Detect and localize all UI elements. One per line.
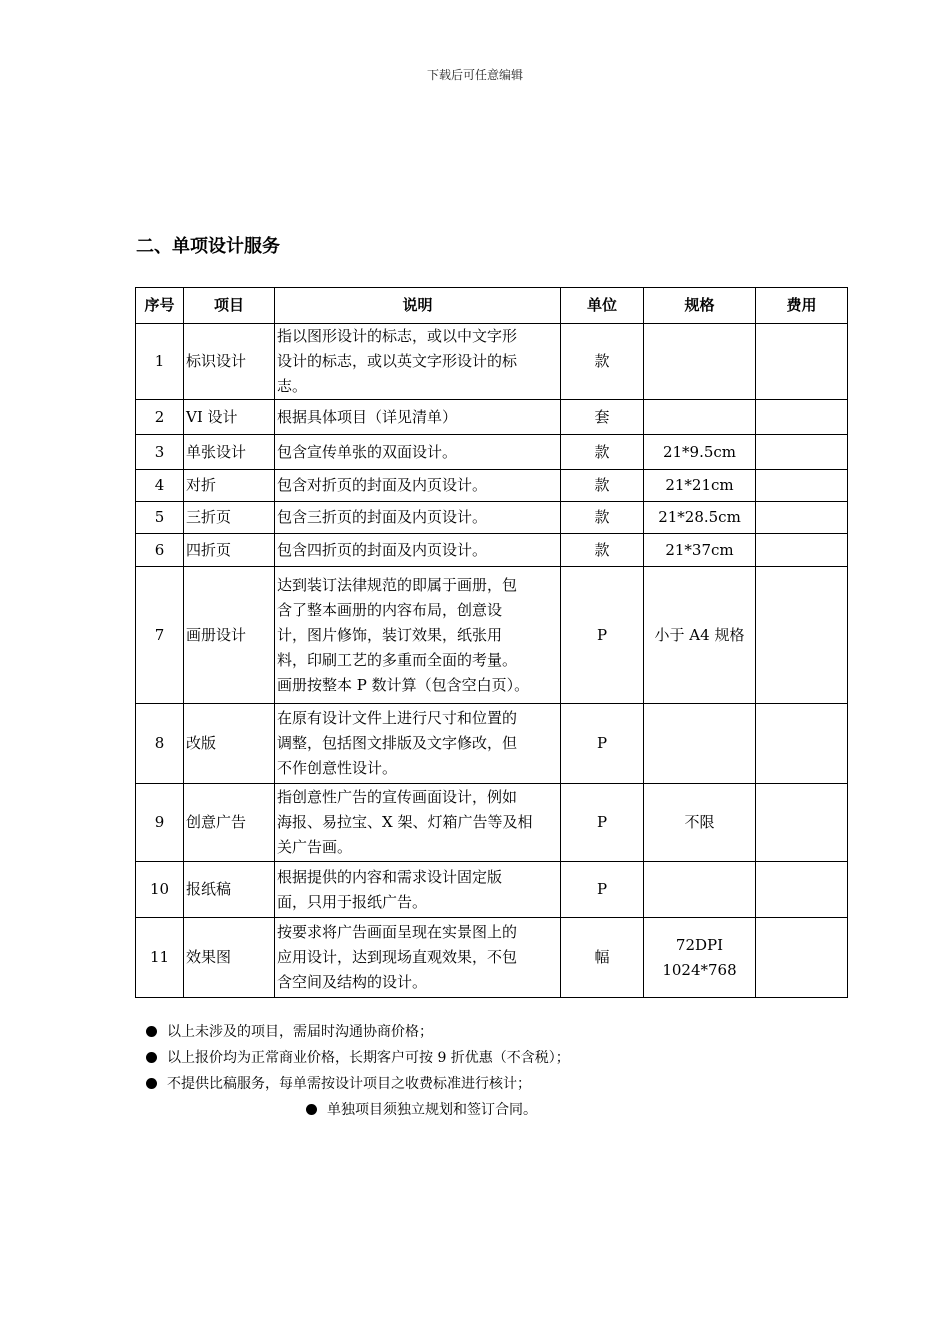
- note-item: [146, 1020, 570, 1044]
- table-row: [136, 784, 848, 862]
- cell-no: 5: [136, 502, 184, 534]
- cell-item: 标识设计: [184, 324, 275, 400]
- cell-fee: [756, 784, 848, 862]
- spec-line: 21*21cm: [665, 476, 734, 494]
- spec-line: 小于 A4 规格: [654, 625, 745, 644]
- desc-line: 达到装订法律规范的即属于画册，包: [277, 575, 518, 594]
- cell-spec: [644, 918, 756, 998]
- desc-line: 含空间及结构的设计。: [277, 973, 428, 991]
- desc-line: 含了整本画册的内容布局，创意设: [277, 600, 503, 619]
- cell-no: 7: [136, 567, 184, 704]
- table-body: [136, 324, 848, 998]
- spec-line: 21*9.5cm: [662, 442, 737, 461]
- desc-line: 按要求将广告画面呈现在实景图上的: [277, 923, 518, 941]
- desc-line: 包含对折页的封面及内页设计。: [277, 476, 488, 494]
- cell-no: 2: [136, 400, 184, 435]
- desc-line: 应用设计，达到现场直观效果，不包: [277, 948, 518, 966]
- cell-fee: [756, 435, 848, 470]
- desc-line: 指以图形设计的标志，或以中文字形: [277, 327, 518, 345]
- cell-unit: P: [561, 784, 644, 862]
- cell-no: 8: [136, 704, 184, 784]
- cell-item: 画册设计: [184, 567, 275, 704]
- cell-fee: [756, 704, 848, 784]
- cell-item: 对折: [184, 470, 275, 502]
- cell-item: 四折页: [184, 534, 275, 567]
- spec-line: 1024*768: [662, 960, 737, 979]
- desc-line: 料，印刷工艺的多重而全面的考量。: [277, 650, 518, 669]
- desc-line: 根据具体项目（详见清单）: [277, 407, 458, 426]
- bullet-icon: [306, 1104, 317, 1115]
- note-text: 以上未涉及的项目，需届时沟通协商价格；: [167, 1024, 433, 1040]
- section-title: 二、单项设计服务: [136, 236, 280, 257]
- spec-line: 21*28.5cm: [658, 508, 741, 526]
- cell-spec: [644, 435, 756, 470]
- cell-spec: [644, 502, 756, 534]
- table-row: [136, 534, 848, 567]
- header-unit: 单位: [561, 288, 644, 324]
- cell-item: VI 设计: [184, 400, 275, 435]
- cell-no: 11: [136, 918, 184, 998]
- cell-item: 单张设计: [184, 435, 275, 470]
- cell-desc: [275, 534, 561, 567]
- spec-line: 72DPI: [675, 935, 724, 954]
- cell-spec: [644, 862, 756, 918]
- cell-unit: P: [561, 567, 644, 704]
- cell-spec: [644, 470, 756, 502]
- bullet-icon: [146, 1052, 157, 1063]
- cell-unit: 款: [561, 324, 644, 400]
- note-item: [146, 1046, 570, 1070]
- header-item: 项目: [184, 288, 275, 324]
- spec-line: 不限: [684, 813, 715, 831]
- header-desc: 说明: [275, 288, 561, 324]
- cell-unit: 款: [561, 435, 644, 470]
- note-item: [146, 1098, 570, 1122]
- note-item: [146, 1072, 570, 1096]
- header-fee: 费用: [756, 288, 848, 324]
- desc-line: 画册按整本 P 数计算（包含空白页）。: [277, 675, 530, 694]
- spec-line: 21*37cm: [665, 540, 734, 559]
- desc-line: 调整，包括图文排版及文字修改，但: [277, 734, 518, 752]
- cell-desc: [275, 862, 561, 918]
- table-row: [136, 862, 848, 918]
- cell-no: 6: [136, 534, 184, 567]
- desc-line: 面，只用于报纸广告。: [277, 892, 428, 911]
- desc-line: 指创意性广告的宣传画面设计，例如: [277, 788, 518, 806]
- cell-desc: [275, 567, 561, 704]
- desc-line: 包含三折页的封面及内页设计。: [277, 508, 488, 526]
- bullet-icon: [146, 1078, 157, 1089]
- cell-fee: [756, 400, 848, 435]
- desc-line: 包含四折页的封面及内页设计。: [277, 540, 488, 559]
- cell-fee: [756, 502, 848, 534]
- cell-spec: [644, 534, 756, 567]
- cell-unit: 款: [561, 502, 644, 534]
- cell-desc: [275, 704, 561, 784]
- cell-no: 10: [136, 862, 184, 918]
- cell-item: 创意广告: [184, 784, 275, 862]
- cell-item: 效果图: [184, 918, 275, 998]
- cell-desc: [275, 784, 561, 862]
- table-row: [136, 704, 848, 784]
- desc-line: 海报、易拉宝、X 架、灯箱广告等及相: [277, 813, 533, 831]
- cell-unit: P: [561, 704, 644, 784]
- cell-desc: [275, 400, 561, 435]
- cell-fee: [756, 324, 848, 400]
- cell-unit: 款: [561, 470, 644, 502]
- desc-line: 计，图片修饰，装订效果，纸张用: [277, 625, 503, 644]
- cell-desc: [275, 918, 561, 998]
- desc-line: 根据提供的内容和需求设计固定版: [277, 867, 503, 886]
- note-text: 单独项目须独立规划和签订合同。: [327, 1102, 537, 1118]
- cell-spec: [644, 567, 756, 704]
- cell-unit: 款: [561, 534, 644, 567]
- cell-spec: [644, 784, 756, 862]
- desc-line: 在原有设计文件上进行尺寸和位置的: [277, 709, 518, 727]
- cell-unit: P: [561, 862, 644, 918]
- cell-no: 1: [136, 324, 184, 400]
- cell-spec: [644, 324, 756, 400]
- desc-line: 不作创意性设计。: [277, 759, 398, 777]
- header-spec: 规格: [644, 288, 756, 324]
- desc-line: 志。: [277, 377, 308, 395]
- bullet-icon: [146, 1026, 157, 1037]
- desc-line: 关广告画。: [277, 838, 353, 856]
- desc-line: 设计的标志，或以英文字形设计的标: [277, 352, 518, 370]
- header-no: 序号: [136, 288, 184, 324]
- cell-item: 报纸稿: [184, 862, 275, 918]
- cell-spec: [644, 400, 756, 435]
- table-row: [136, 918, 848, 998]
- pricing-table: [135, 287, 848, 998]
- header-note: 下载后可任意编辑: [426, 68, 523, 82]
- table-row: [136, 502, 848, 534]
- table-row: [136, 435, 848, 470]
- cell-spec: [644, 704, 756, 784]
- desc-line: 包含宣传单张的双面设计。: [277, 442, 458, 461]
- note-text: 不提供比稿服务，每单需按设计项目之收费标准进行核计；: [167, 1076, 531, 1092]
- cell-unit: 套: [561, 400, 644, 435]
- table-header-row: [136, 288, 848, 324]
- note-text: 以上报价均为正常商业价格，长期客户可按 9 折优惠（不含税）；: [167, 1050, 570, 1066]
- cell-desc: [275, 470, 561, 502]
- cell-item: 改版: [184, 704, 275, 784]
- table-row: [136, 567, 848, 704]
- notes-list: [146, 1020, 570, 1124]
- cell-no: 9: [136, 784, 184, 862]
- table-row: [136, 400, 848, 435]
- table-row: [136, 324, 848, 400]
- cell-no: 4: [136, 470, 184, 502]
- cell-desc: [275, 435, 561, 470]
- cell-unit: 幅: [561, 918, 644, 998]
- cell-item: 三折页: [184, 502, 275, 534]
- cell-fee: [756, 567, 848, 704]
- table-row: [136, 470, 848, 502]
- cell-fee: [756, 918, 848, 998]
- cell-desc: [275, 502, 561, 534]
- cell-fee: [756, 534, 848, 567]
- cell-desc: [275, 324, 561, 400]
- cell-fee: [756, 470, 848, 502]
- cell-fee: [756, 862, 848, 918]
- cell-no: 3: [136, 435, 184, 470]
